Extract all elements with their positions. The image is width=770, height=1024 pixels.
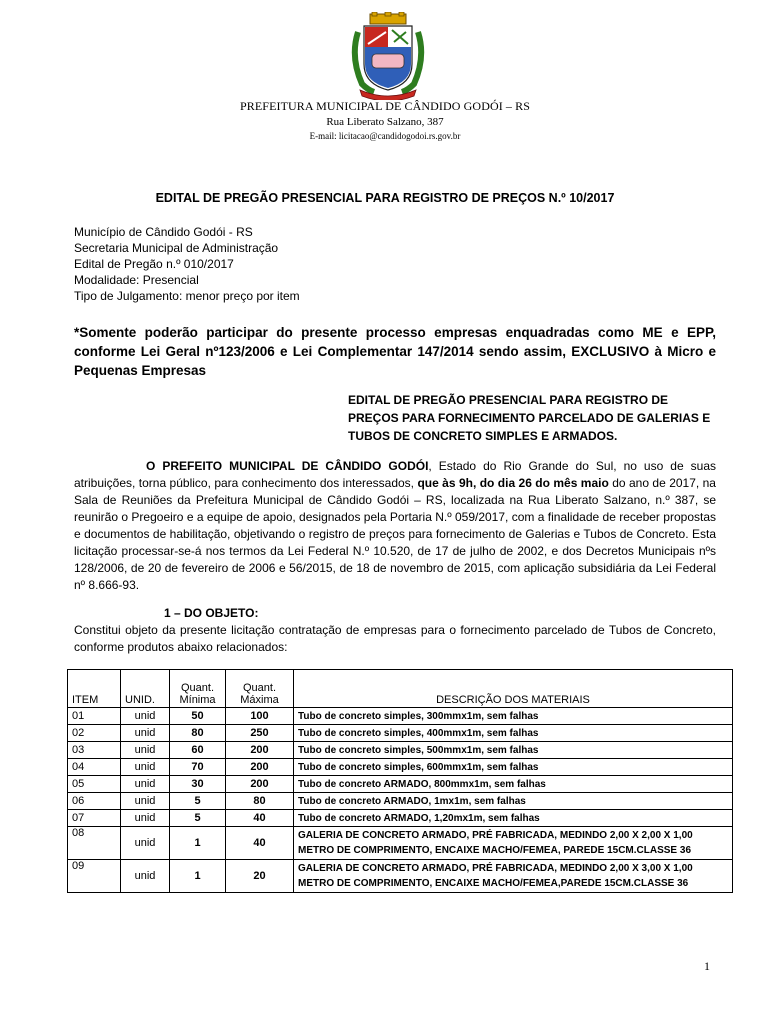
cell-item: 09 bbox=[68, 860, 121, 893]
page-number: 1 bbox=[704, 959, 710, 973]
cell-min: 70 bbox=[170, 759, 226, 776]
cell-item: 05 bbox=[68, 776, 121, 793]
paragraph-lead: O PREFEITO MUNICIPAL DE CÂNDIDO GODÓI bbox=[146, 459, 429, 473]
cell-max: 80 bbox=[226, 793, 294, 810]
table-row bbox=[68, 776, 733, 793]
table-row bbox=[68, 810, 733, 827]
cell-min: 80 bbox=[170, 725, 226, 742]
table-row bbox=[68, 742, 733, 759]
cell-unid: unid bbox=[121, 860, 170, 893]
table-row bbox=[68, 827, 733, 860]
header-address: Rua Liberato Salzano, 387 bbox=[326, 116, 444, 128]
table-row bbox=[68, 793, 733, 810]
info-line: Tipo de Julgamento: menor preço por item bbox=[74, 289, 300, 303]
header-desc: DESCRIÇÃO DOS MATERIAIS bbox=[294, 670, 733, 708]
cell-unid: unid bbox=[121, 742, 170, 759]
cell-desc: Tubo de concreto simples, 600mmx1m, sem falhas bbox=[294, 759, 733, 776]
info-line: Município de Cândido Godói - RS bbox=[74, 225, 253, 239]
table-header-row bbox=[68, 670, 733, 708]
exclusivity-notice: *Somente poderão participar do presente processo empresas enquadradas como ME e EPP, conforme Lei Geral nº123/2006 e Lei Complementar 147/2014 sendo assim, EXCLUSIVO à Micro e Pequenas Empresas bbox=[74, 325, 716, 378]
cell-max: 40 bbox=[226, 810, 294, 827]
paragraph-part2: do ano de 2017, na Sala de Reuniões da Prefeitura Municipal de Cândido Godói – RS, localizada na Rua Liberato Salzano, n.º 387, se reunirão o Pregoeiro e a equipe de apoio, designados pela Portaria N.º 059/2017, com a finalidade de receber propostas e documentos de habilitação, objetivando o registro de preços para fornecimento de Galerias e Tubos de Concreto. Esta licitação processar-se-á nos termos da Lei Federal N.º 10.520, de 17 de julho de 2002, e dos Decretos Municipais nºs 128/2006, de 20 de fevereiro de 2006 e 56/2015, de 18 de novembro de 2015, com aplicação subsidiária da Lei Federal nº 8.666-93. bbox=[74, 476, 716, 592]
cell-max: 200 bbox=[226, 759, 294, 776]
cell-unid: unid bbox=[121, 793, 170, 810]
intro-paragraph bbox=[74, 458, 716, 594]
section-heading: 1 – DO OBJETO: bbox=[164, 606, 259, 620]
info-line: Secretaria Municipal de Administração bbox=[74, 241, 279, 255]
header-item: ITEM bbox=[68, 670, 121, 708]
cell-item: 06 bbox=[68, 793, 121, 810]
materials-table bbox=[67, 669, 733, 893]
header-min: Quant. Mínima bbox=[170, 670, 226, 708]
cell-unid: unid bbox=[121, 776, 170, 793]
info-line: Edital de Pregão n.º 010/2017 bbox=[74, 257, 234, 271]
info-line: Modalidade: Presencial bbox=[74, 273, 199, 287]
paragraph-date: que às 9h, do dia 26 do mês maio bbox=[417, 476, 609, 490]
cell-min: 50 bbox=[170, 708, 226, 725]
cell-desc: Tubo de concreto simples, 300mmx1m, sem falhas bbox=[294, 708, 733, 725]
table-row bbox=[68, 725, 733, 742]
municipal-coat-of-arms-icon bbox=[348, 12, 428, 100]
cell-item: 01 bbox=[68, 708, 121, 725]
cell-max: 200 bbox=[226, 742, 294, 759]
cell-desc: GALERIA DE CONCRETO ARMADO, PRÉ FABRICADA, MEDINDO 2,00 X 2,00 X 1,00 METRO DE COMPRIMENTO, ENCAIXE MACHO/FEMEA, PAREDE 15CM.CLASSE 36 bbox=[294, 827, 733, 860]
cell-desc: Tubo de concreto simples, 400mmx1m, sem falhas bbox=[294, 725, 733, 742]
header-title: PREFEITURA MUNICIPAL DE CÂNDIDO GODÓI – RS bbox=[240, 99, 530, 113]
cell-min: 5 bbox=[170, 810, 226, 827]
cell-unid: unid bbox=[121, 759, 170, 776]
cell-min: 30 bbox=[170, 776, 226, 793]
cell-max: 40 bbox=[226, 827, 294, 860]
cell-desc: Tubo de concreto ARMADO, 1mx1m, sem falhas bbox=[294, 793, 733, 810]
cell-item: 08 bbox=[68, 827, 121, 860]
cell-unid: unid bbox=[121, 708, 170, 725]
cell-item: 07 bbox=[68, 810, 121, 827]
cell-desc: Tubo de concreto ARMADO, 800mmx1m, sem falhas bbox=[294, 776, 733, 793]
cell-min: 1 bbox=[170, 827, 226, 860]
cell-min: 5 bbox=[170, 793, 226, 810]
document-title: EDITAL DE PREGÃO PRESENCIAL PARA REGISTRO DE PREÇOS N.º 10/2017 bbox=[155, 191, 615, 205]
cell-desc: GALERIA DE CONCRETO ARMADO, PRÉ FABRICADA, MEDINDO 2,00 X 3,00 X 1,00 METRO DE COMPRIMENTO, ENCAIXE MACHO/FEMEA,PAREDE 15CM.CLASSE 36 bbox=[294, 860, 733, 893]
info-block bbox=[74, 224, 300, 304]
cell-item: 02 bbox=[68, 725, 121, 742]
edital-subtitle: EDITAL DE PREGÃO PRESENCIAL PARA REGISTRO DE PREÇOS PARA FORNECIMENTO PARCELADO DE GALERIAS E TUBOS DE CONCRETO SIMPLES E ARMADOS. bbox=[348, 393, 711, 443]
cell-unid: unid bbox=[121, 827, 170, 860]
table-row bbox=[68, 860, 733, 893]
cell-desc: Tubo de concreto simples, 500mmx1m, sem falhas bbox=[294, 742, 733, 759]
cell-min: 1 bbox=[170, 860, 226, 893]
header-unid: UNID. bbox=[121, 670, 170, 708]
table-row bbox=[68, 708, 733, 725]
table-row bbox=[68, 759, 733, 776]
paragraph-part1: , Estado do Rio Grande do Sul, no uso de suas atribuições, torna público, para conhecimento dos interessados, bbox=[74, 459, 716, 490]
cell-max: 200 bbox=[226, 776, 294, 793]
cell-max: 250 bbox=[226, 725, 294, 742]
cell-unid: unid bbox=[121, 810, 170, 827]
section-text: Constitui objeto da presente licitação contratação de empresas para o fornecimento parcelado de Tubos de Concreto, conforme produtos abaixo relacionados: bbox=[74, 623, 716, 654]
cell-unid: unid bbox=[121, 725, 170, 742]
cell-item: 04 bbox=[68, 759, 121, 776]
header-max: Quant. Máxima bbox=[226, 670, 294, 708]
cell-desc: Tubo de concreto ARMADO, 1,20mx1m, sem falhas bbox=[294, 810, 733, 827]
cell-item: 03 bbox=[68, 742, 121, 759]
header-email: E-mail: licitacao@candidogodoi.rs.gov.br bbox=[309, 131, 461, 141]
cell-max: 20 bbox=[226, 860, 294, 893]
cell-max: 100 bbox=[226, 708, 294, 725]
cell-min: 60 bbox=[170, 742, 226, 759]
